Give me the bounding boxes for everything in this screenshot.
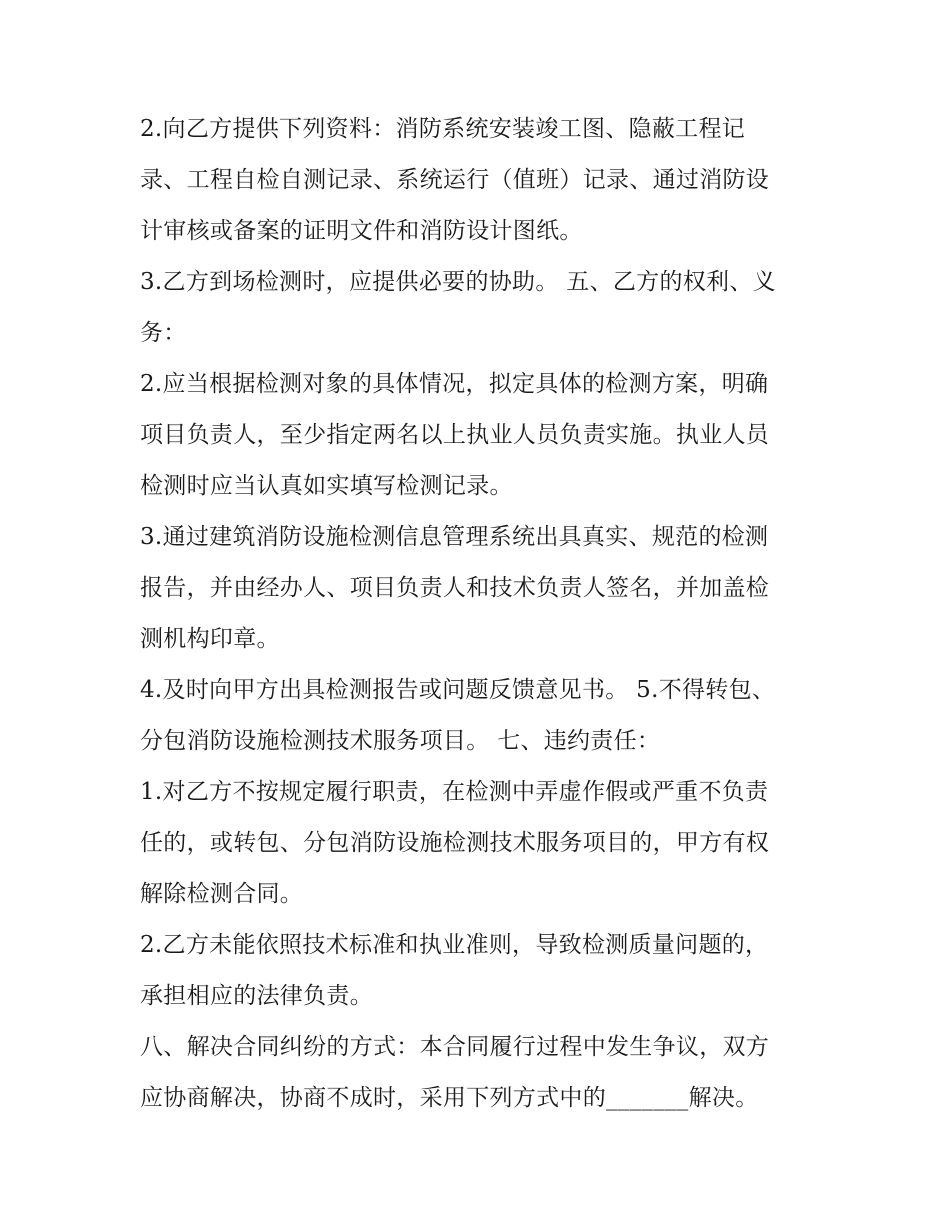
paragraph-breach-terminate	[140, 767, 820, 920]
text-line: 八、解决合同纠纷的方式：本合同履行过程中发生争议，双方	[140, 1034, 770, 1060]
text-line: 项目负责人，至少指定两名以上执业人员负责实施。执业人员	[140, 422, 770, 448]
text-line: 测机构印章。	[140, 626, 280, 652]
text-line: 承担相应的法律负责。	[140, 983, 373, 1009]
text-line: 3.乙方到场检测时，应提供必要的协助。 五、乙方的权利、义	[140, 269, 776, 295]
text-line: 计审核或备案的证明文件和消防设计图纸。	[140, 218, 583, 244]
paragraph-inspection-plan	[140, 359, 820, 512]
text-line: 录、工程自检自测记录、系统运行（值班）记录、通过消防设	[140, 167, 770, 193]
text-line: 务：	[140, 320, 187, 346]
document-body	[140, 104, 820, 1124]
text-line: 2.应当根据检测对象的具体情况，拟定具体的检测方案，明确	[140, 371, 769, 397]
text-line: 2.乙方未能依照技术标准和执业准则，导致检测质量问题的，	[140, 932, 769, 958]
text-line: 分包消防设施检测技术服务项目。 七、违约责任：	[140, 728, 661, 754]
paragraph-timely-report	[140, 665, 820, 767]
text-line: 应协商解决，协商不成时，采用下列方式中的_______解决。	[140, 1085, 759, 1111]
text-line: 4.及时向甲方出具检测报告或问题反馈意见书。 5.不得转包、	[140, 677, 776, 703]
text-line: 报告，并由经办人、项目负责人和技术负责人签名，并加盖检	[140, 575, 770, 601]
paragraph-dispute-resolution	[140, 1022, 820, 1124]
text-line: 2.向乙方提供下列资料：消防系统安装竣工图、隐蔽工程记	[140, 116, 746, 142]
paragraph-legal-liability	[140, 920, 820, 1022]
text-line: 1.对乙方不按规定履行职责，在检测中弄虚作假或严重不负责	[140, 779, 769, 805]
paragraph-provide-materials	[140, 104, 820, 257]
paragraph-issue-report	[140, 512, 820, 665]
text-line: 解除检测合同。	[140, 881, 304, 907]
text-line: 任的，或转包、分包消防设施检测技术服务项目的，甲方有权	[140, 830, 770, 856]
text-line: 3.通过建筑消防设施检测信息管理系统出具真实、规范的检测	[140, 524, 769, 550]
text-line: 检测时应当认真如实填写检测记录。	[140, 473, 513, 499]
paragraph-assist-inspection	[140, 257, 820, 359]
